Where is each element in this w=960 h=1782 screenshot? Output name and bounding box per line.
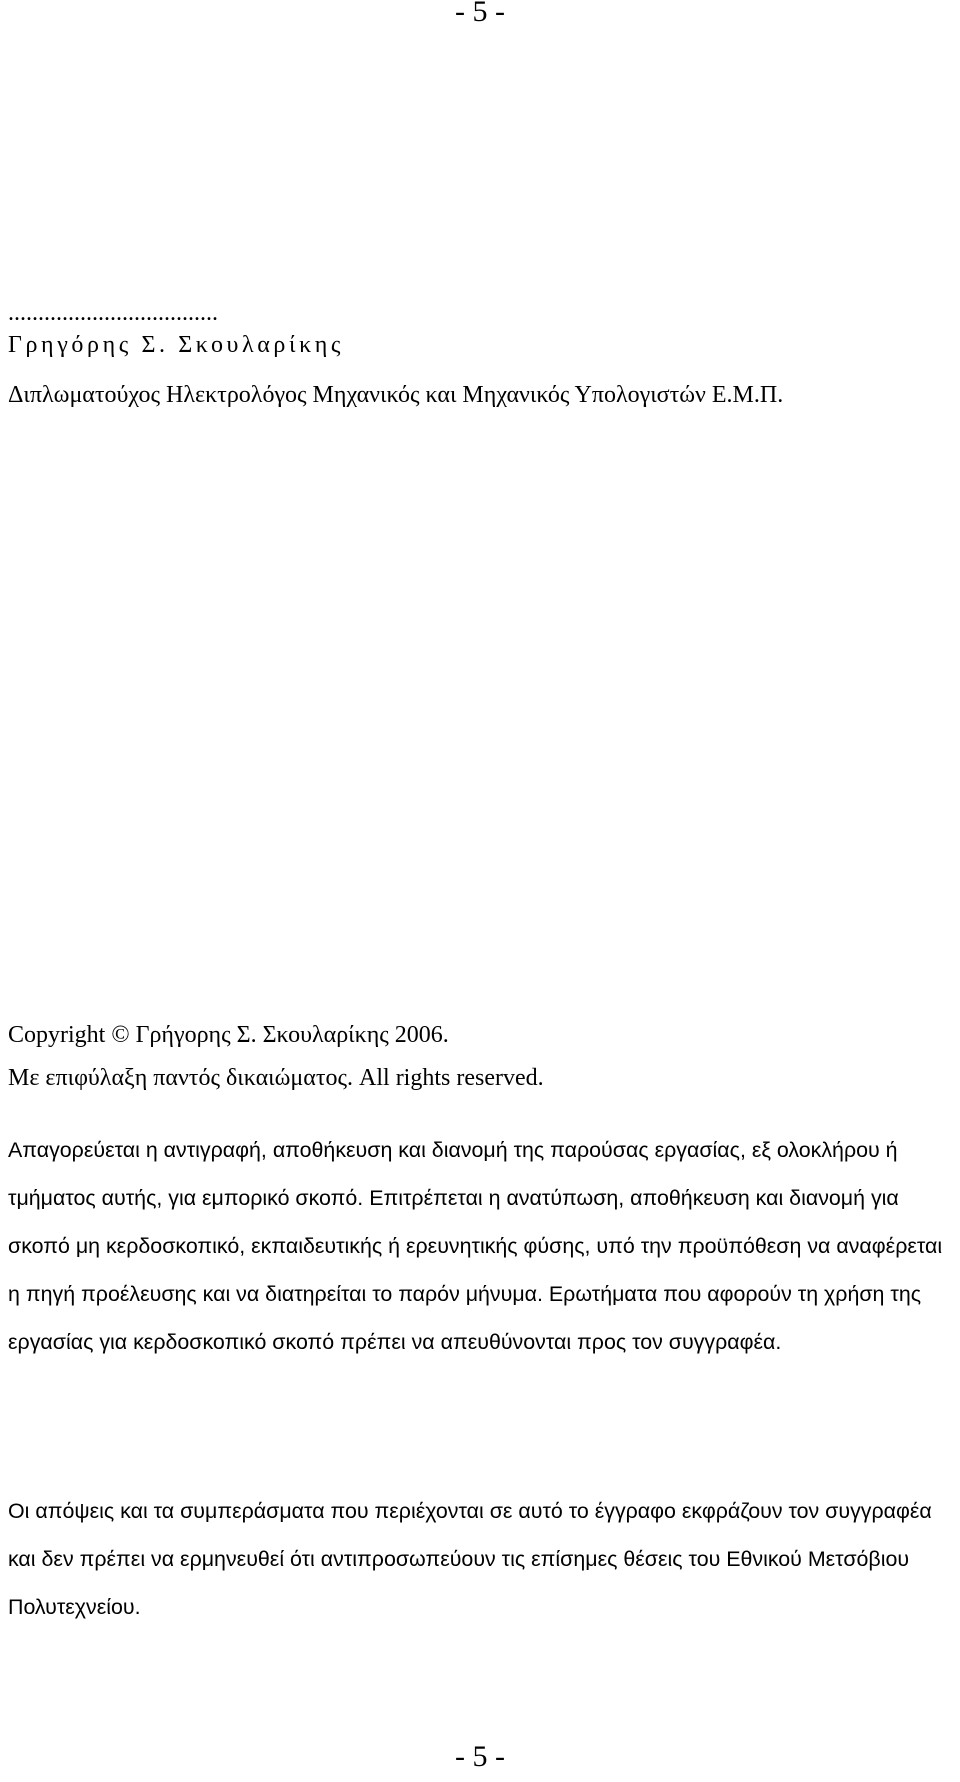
author-name: Γρηγόρης Σ. Σκουλαρίκης [8, 332, 345, 358]
page-number-bottom: - 5 - [455, 1740, 505, 1773]
license-paragraph: Απαγορεύεται η αντιγραφή, αποθήκευση και διανομή της παρούσας εργασίας, εξ ολοκλήρου ή τμήματος αυτής, για εμπορικό σκοπό. Επιτρέπεται η ανατύπωση, αποθήκευση και διανομή για σκοπό μη κερδοσκοπικό, εκπαιδευτικής ή ερευνητικής φύσης, υπό την προϋπόθεση να αναφέρεται η πηγή προέλευσης και να διατηρείται το παρόν μήνυμα. Ερωτήματα που αφορούν τη χρήση της εργασίας για κερδοσκοπικό σκοπό πρέπει να απευθύνονται προς τον συγγραφέα. [8, 1138, 943, 1354]
copyright-notice: Copyright © Γρήγορης Σ. Σκουλαρίκης 2006. [8, 1022, 449, 1048]
rights-reserved: Με επιφύλαξη παντός δικαιώματος. All rights reserved. [8, 1065, 544, 1091]
page-number-top: - 5 - [455, 0, 505, 28]
disclaimer-paragraph: Οι απόψεις και τα συμπεράσματα που περιέχονται σε αυτό το έγγραφο εκφράζουν τον συγγραφέα και δεν πρέπει να ερμηνευθεί ότι αντιπροσωπεύουν τις επίσημες θέσεις του Εθνικού Μετσόβιου Πολυτεχνείου. [8, 1499, 932, 1619]
signature-line: ................................... [8, 300, 218, 326]
author-title: Διπλωματούχος Ηλεκτρολόγος Μηχανικός και Μηχανικός Υπολογιστών Ε.Μ.Π. [8, 382, 784, 408]
